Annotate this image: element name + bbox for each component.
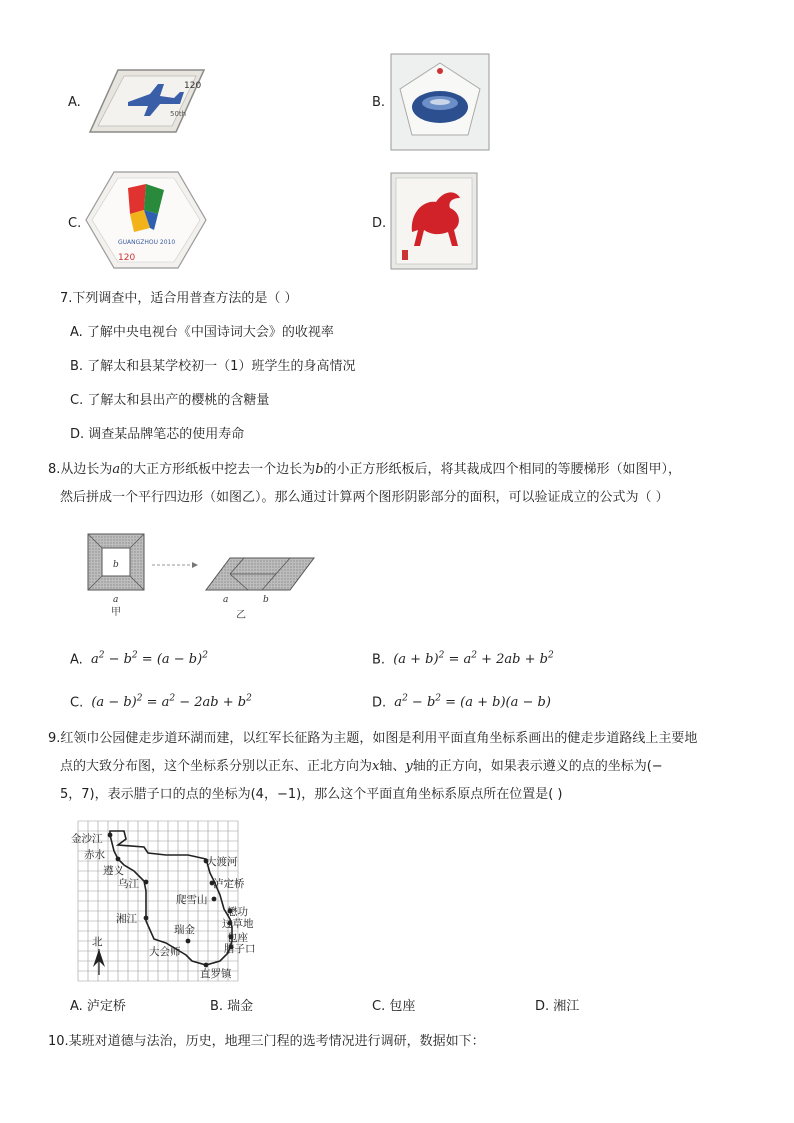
label-wujiang: 乌江	[118, 878, 139, 890]
fig-yi-b-label: b	[263, 595, 269, 605]
q7-option-a: A. 了解中央电视台《中国诗词大会》的收视率	[70, 325, 334, 340]
fig-yi-a-label: a	[223, 595, 229, 605]
label-ruijin: 瑞金	[174, 924, 195, 936]
label-caodi: 过草地	[222, 918, 254, 930]
q6-option-b-label: B.	[372, 95, 386, 110]
q8-option-d: D. $a^2 - b^2 = (a + b)(a - b)$	[372, 694, 551, 711]
label-north: 北	[92, 936, 103, 948]
q7-option-d: D. 调查某品牌笔芯的使用寿命	[70, 427, 245, 442]
label-jinshajiang: 金沙江	[71, 833, 103, 845]
label-zhiluo: 直罗镇	[200, 968, 232, 980]
fig-jia-a-label: a	[113, 595, 119, 605]
q9-stem-line1: 9.红领巾公园健走步道环湖而建，以红军长征路为主题，如图是利用平面直角坐标系画出的健走步道路线上主要地	[48, 731, 698, 746]
formula-c: $(a - b)^2 = a^2 - 2ab + b^2$	[91, 694, 252, 711]
label-zunyi: 遵义	[103, 865, 124, 877]
q10-stem: 10.某班对道德与法治，历史，地理三门程的选考情况进行调研，数据如下：	[48, 1034, 485, 1049]
stamp-c-image	[84, 170, 208, 270]
q9-option-b: B. 瑞金	[210, 999, 254, 1014]
formula-d: $a^2 - b^2 = (a + b)(a - b)$	[394, 694, 551, 711]
formula-b: $(a + b)^2 = a^2 + 2ab + b^2$	[393, 651, 554, 668]
q8-option-c: C. $(a - b)^2 = a^2 - 2ab + b^2$	[70, 694, 252, 711]
olympic-emblem-icon	[437, 68, 443, 74]
q7-option-c: C. 了解太和县出产的樱桃的含糖量	[70, 393, 270, 408]
label-dahuishi: 大会师	[149, 946, 181, 958]
formula-a: $a^2 - b^2 = (a - b)^2$	[90, 651, 208, 668]
fig-yi-caption: 乙	[236, 610, 246, 621]
q6-option-c-label: C.	[68, 216, 82, 231]
q9-option-c: C. 包座	[372, 999, 416, 1014]
label-baozuo: 包座	[227, 932, 248, 944]
q9-stem-line3: 5，7)，表示腊子口的点的坐标为(4，−1)，那么这个平面直角坐标系原点所在位置是( )	[60, 787, 563, 802]
q9-route-map	[70, 815, 256, 985]
label-luding: 泸定桥	[213, 878, 245, 890]
q8-figure	[80, 530, 330, 625]
q8-stem-line1: 8.从边长为a的大正方形纸板中挖去一个边长为b的小正方形纸板后，将其裁成四个相同的等腰梯形（如图甲），	[48, 462, 682, 477]
stamp-a-image	[88, 68, 206, 134]
stamp-c-price: 120	[118, 253, 136, 263]
stamp-a-price: 120	[184, 81, 202, 91]
q7-option-b: B. 了解太和县某学校初一（1）班学生的身高情况	[70, 359, 356, 374]
q7-stem: 7.下列调查中，适合用普查方法的是（ ）	[60, 291, 298, 306]
q8-option-a: A. $a^2 - b^2 = (a - b)^2$	[70, 651, 208, 668]
stamp-b-image	[390, 53, 490, 151]
q8-stem-line2: 然后拼成一个平行四边形（如图乙）。那么通过计算两个图形阴影部分的面积，可以验证成立的公式为（ ）	[60, 490, 669, 505]
q9-option-d: D. 湘江	[535, 999, 580, 1014]
label-paxue: 爬雪山	[176, 894, 208, 906]
stamp-a-sub: 50th	[170, 110, 187, 118]
label-dadu: 大渡河	[206, 856, 238, 868]
label-hangong: 懋功	[227, 906, 248, 918]
label-chishui: 赤水	[84, 849, 105, 861]
stamp-c-sub: GUANGZHOU 2010	[118, 239, 176, 246]
q9-stem-line2: 点的大致分布图，这个坐标系分别以正东、正北方向为x轴、y轴的正方向，如果表示遵义的点的坐标为(−	[60, 759, 663, 774]
stamp-d-image	[390, 172, 478, 270]
q6-option-d-label: D.	[372, 216, 387, 231]
label-lazikou: 腊子口	[224, 943, 256, 955]
q9-option-a: A. 泸定桥	[70, 999, 126, 1014]
fig-jia-caption: 甲	[111, 607, 121, 618]
q8-option-b: B. $(a + b)^2 = a^2 + 2ab + b^2$	[372, 651, 554, 668]
q6-option-a-label: A.	[68, 95, 81, 110]
arrow-right-icon	[192, 562, 198, 568]
label-xiangjiang: 湘江	[116, 913, 137, 925]
fig-jia-b-label: b	[113, 560, 119, 570]
